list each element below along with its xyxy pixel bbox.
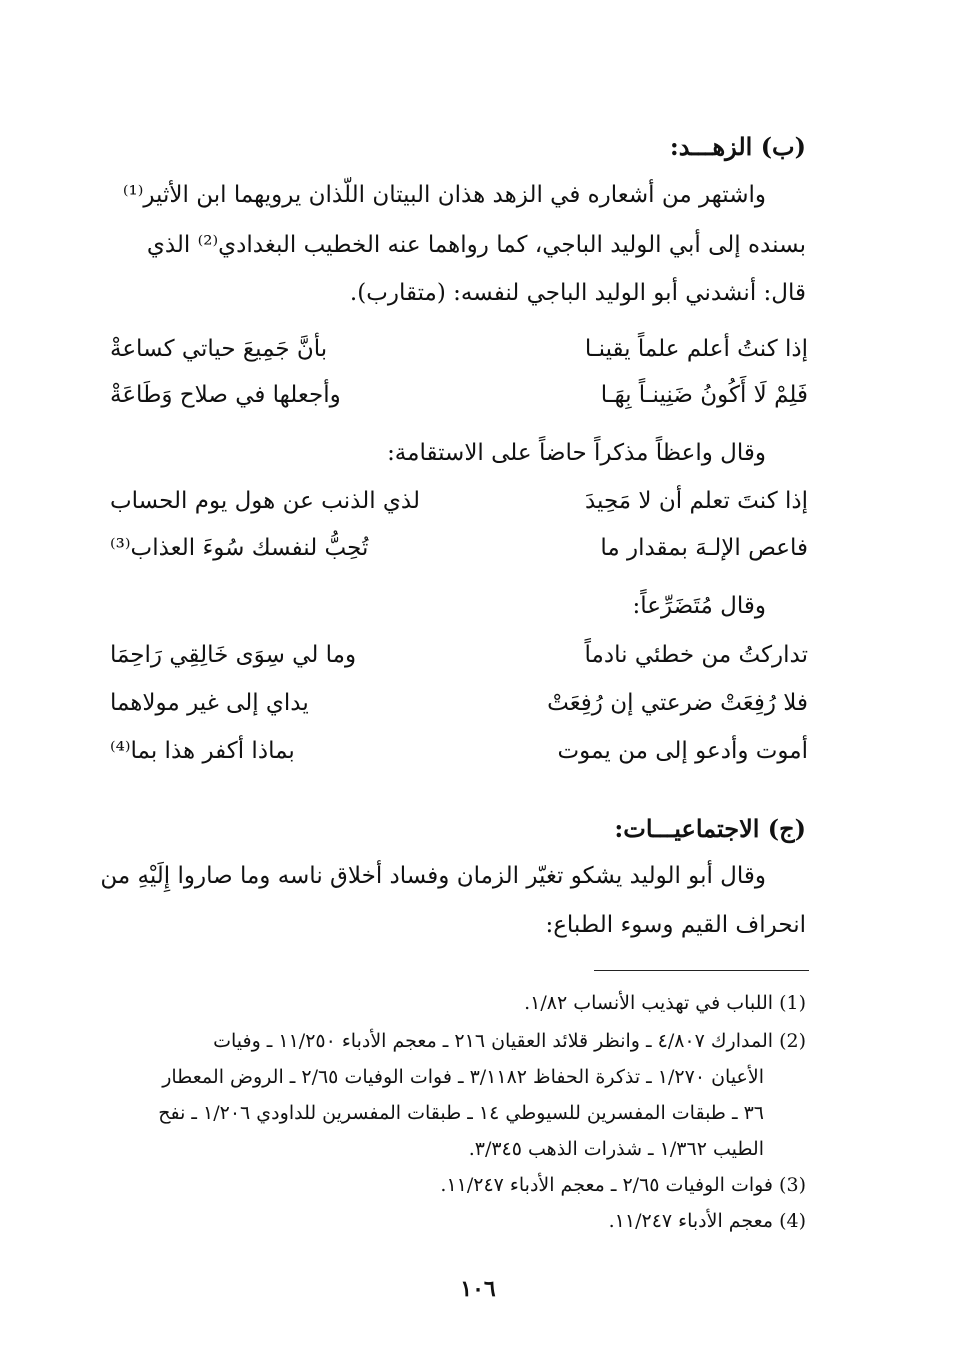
verse-second-half: تُحِبُّ لنفسك سُوءَ العذاب⁽³⁾ [110, 535, 369, 561]
poem-intro: وقال واعظاً مذكراً حاضاً على الاستقامة: [387, 440, 766, 466]
footnote-separator [594, 970, 809, 971]
verse-second-half: وأجعلها في صلاح وَطَاعَةْ [110, 382, 341, 408]
verse-first-half: أموت وأدعو إلى من يموت [557, 738, 808, 764]
verse-first-half: تداركتُ من خطئي نادماً [584, 642, 808, 668]
footnote-3: (3) فوات الوفيات ٢/٦٥ ـ معجم الأدباء ١١/٢٤٧. [440, 1174, 806, 1196]
paragraph-line: انحراف القيم وسوء الطباع: [545, 912, 806, 938]
verse-second-half: بماذا أكفر هذا بما⁽⁴⁾ [110, 738, 295, 764]
section-heading-zuhd: (ب) الزهـــد: [669, 132, 806, 161]
paragraph-line: بسنده إلى أبي الوليد الباجي، كما رواهما عنه الخطيب البغدادي⁽²⁾ الذي [146, 232, 806, 258]
page-number: ١٠٦ [460, 1276, 496, 1302]
verse-first-half: فاعص الإلـهَ بمقدار ما [600, 535, 808, 561]
verse-second-half: لذي الذنب عن هول يوم الحساب [110, 488, 420, 514]
poem-intro: وقال مُتَضَرِّعاً: [632, 593, 766, 619]
verse-first-half: إذا كنتَ تعلم أن لا مَحِيدَ [584, 488, 808, 514]
verse-first-half: فَلِمْ لَا أَكُونُ ضَنِينـاً بِهَـا [600, 382, 808, 408]
footnote-1: (1) اللباب في تهذيب الأنساب ١/٨٢. [524, 992, 806, 1014]
paragraph-line: قال: أنشدني أبو الوليد الباجي لنفسه: (متقارب). [349, 280, 806, 306]
footnote-2-continuation: الأعيان ١/٢٧٠ ـ تذكرة الحفاظ ٣/١١٨٢ ـ فوات الوفيات ٢/٦٥ ـ الروض المعطار [162, 1066, 764, 1088]
paragraph-line: وقال أبو الوليد يشكو تغيّر الزمان وفساد أخلاق ناسه وما صاروا إِلَيْهِ من [100, 863, 766, 889]
footnote-2-continuation: ٣٦ ـ طبقات المفسرين للسيوطي ١٤ ـ طبقات المفسرين للداودي ١/٢٠٦ ـ نفح [158, 1102, 764, 1124]
paragraph-line: واشتهر من أشعاره في الزهد هذان البيتان اللّذان يرويهما ابن الأثير⁽¹⁾ [122, 182, 766, 208]
verse-second-half: يداي إلى غير مولاهما [110, 690, 309, 716]
verse-first-half: فلا رُفِعَتْ ضرعتي إن رُفِعَتْ [547, 690, 808, 716]
verse-second-half: وما لي سِوَى خَالِقِي رَاحِمَا [110, 642, 357, 668]
verse-second-half: بأنَّ جَمِيعَ حياتي كساعةْ [110, 336, 328, 362]
footnote-2-continuation: الطيب ١/٣٦٢ ـ شذرات الذهب ٣/٣٤٥. [468, 1138, 764, 1160]
footnote-2: (2) المدارك ٤/٨٠٧ ـ وانظر قلائد العقيان ٢١٦ ـ معجم الأدباء ١١/٢٥٠ ـ وفيات [213, 1030, 806, 1052]
section-heading-social: (ج) الاجتماعيـــات: [614, 814, 806, 843]
footnote-4: (4) معجم الأدباء ١١/٢٤٧. [608, 1210, 806, 1232]
verse-first-half: إذا كنتُ أعلم علماً يقينـا [584, 336, 808, 362]
